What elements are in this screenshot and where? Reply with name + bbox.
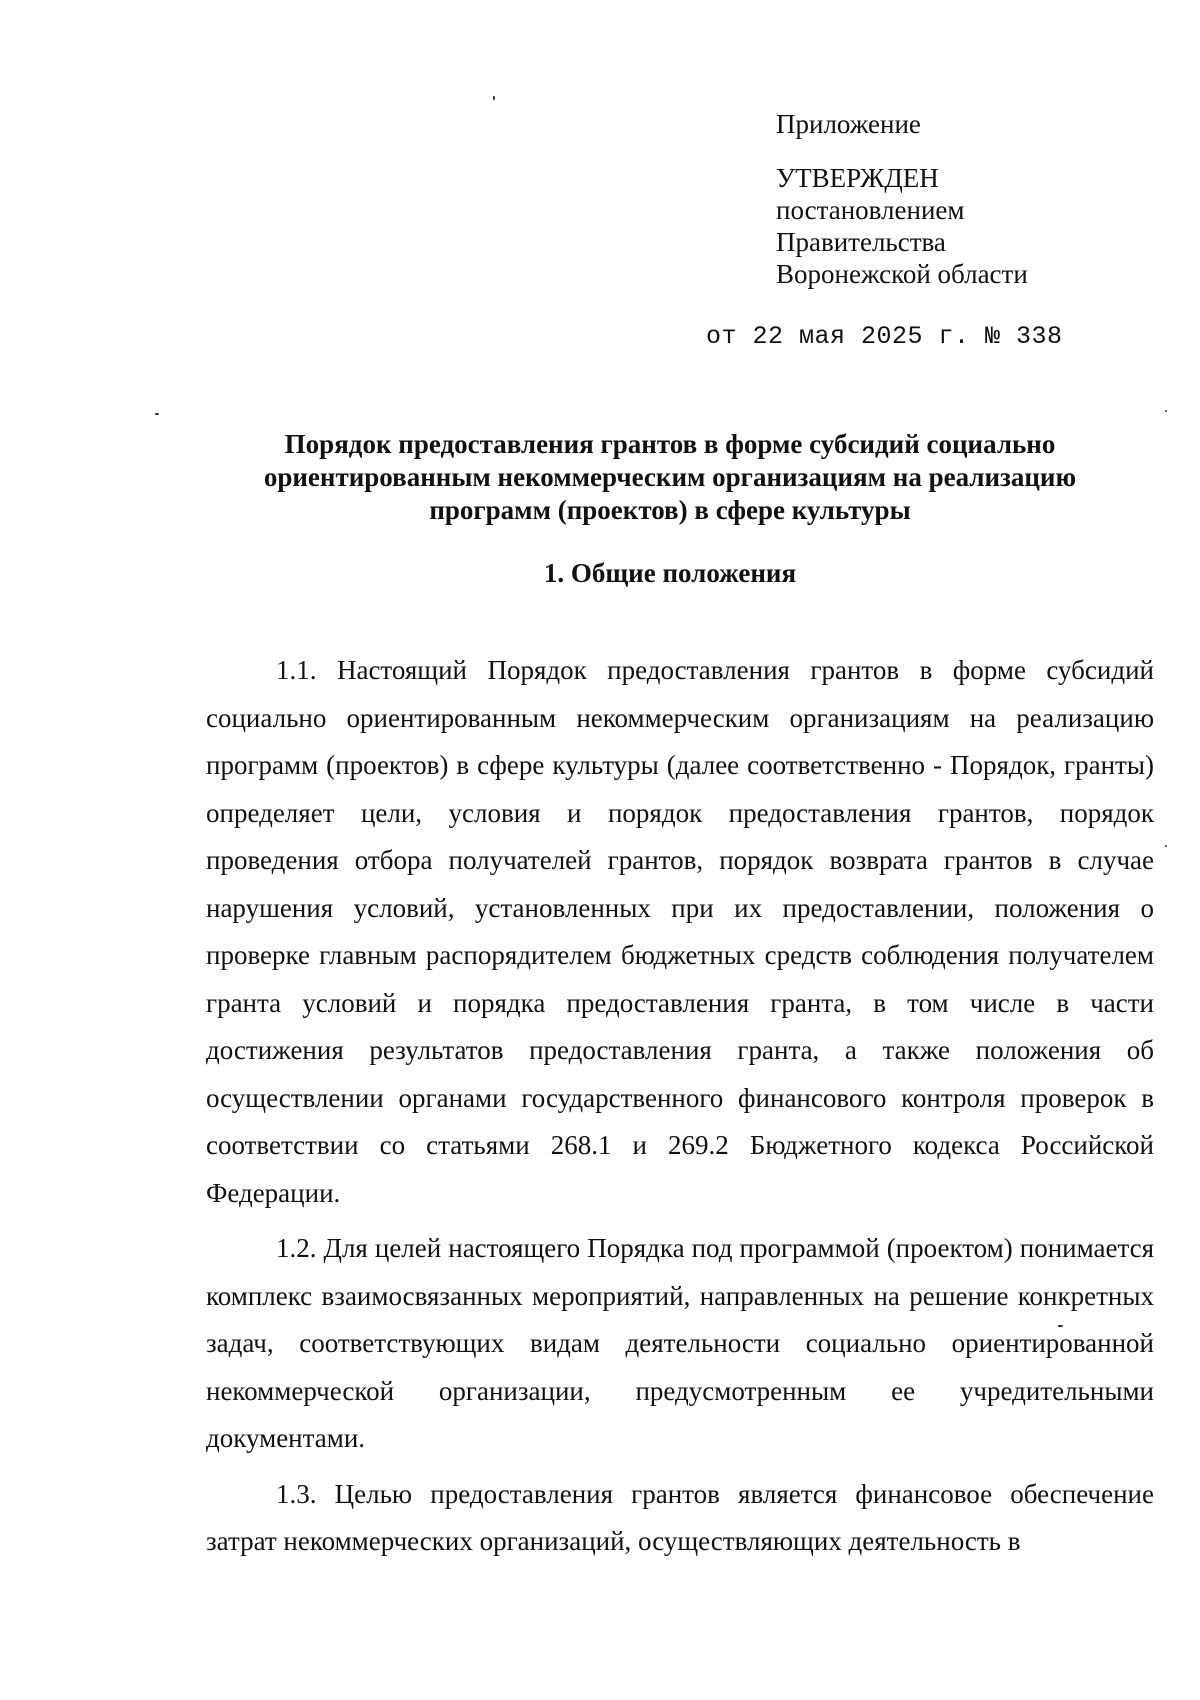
section-heading: 1. Общие положения [543,558,797,588]
approved-label: УТВЕРЖДЕН [776,163,939,193]
decree-reference: от 22 мая 2025 г. № 338 [706,322,1063,351]
approved-by-line-3: Воронежской области [776,259,1028,289]
section-body [206,647,1154,1574]
approval-stamp [776,108,1028,290]
approved-by-line-2: Правительства [776,227,946,257]
scan-speck [1058,1325,1063,1327]
scan-speck [155,413,159,415]
scan-speck [1165,410,1167,412]
paragraph-1-3: 1.3. Целью предоставления грантов является финансовое обеспечение затрат некоммерческих организаций, осуществляющих деятельность в [206,1478,1154,1556]
appendix-label: Приложение [776,109,921,139]
paragraph-1-2: 1.2. Для целей настоящего Порядка под программой (проектом) понимается комплекс взаимосвязанных мероприятий, направленных на решение конкретных задач, соответствующих видам деятельности социально ориентированной некоммерческой организации, предусмотренным ее учредительными документами. [206,1233,1154,1453]
approved-by-line-1: постановлением [776,195,965,225]
paragraph-1-1: 1.1. Настоящий Порядок предоставления грантов в форме субсидий социально ориентированным некоммерческим организациям на реализацию программ (проектов) в сфере культуры (далее соответственно - Порядок, гранты) определяет цели, условия и порядок предоставления грантов, порядок проведения отбора получателей грантов, порядок возврата грантов в случае нарушения условий, установленных при их предоставлении, положения о проверке главным распорядителем бюджетных средств соблюдения получателем гранта условий и порядка предоставления гранта, в том числе в части достижения результатов предоставления гранта, а также положения об осуществлении органами государственного финансового контроля проверок в соответствии со статьями 268.1 и 269.2 Бюджетного кодекса Российской Федерации. [206,655,1154,1208]
scan-speck [493,96,495,100]
document-title: Порядок предоставления грантов в форме субсидий социально ориентированным некоммерческим организациям на реализацию программ (проектов) в сфере культуры [263,429,1077,525]
scan-speck [1165,845,1167,847]
